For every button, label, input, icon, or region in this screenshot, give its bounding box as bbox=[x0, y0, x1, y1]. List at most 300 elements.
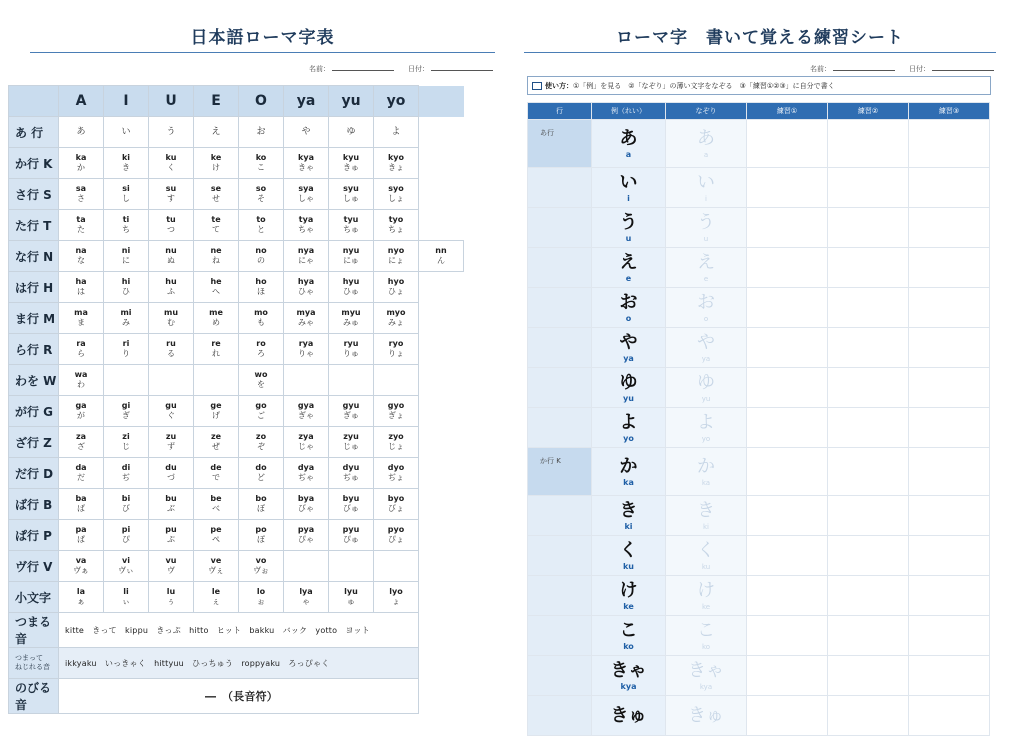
kana-text: ぅ bbox=[167, 597, 175, 606]
practice-write-cell[interactable] bbox=[909, 328, 990, 368]
trace-cell[interactable] bbox=[666, 616, 747, 656]
kana-cell bbox=[104, 179, 149, 210]
kana-cell bbox=[194, 210, 239, 241]
kana-cell bbox=[239, 303, 284, 334]
kana-cell bbox=[239, 582, 284, 613]
romaji-text: ho bbox=[255, 277, 267, 286]
example-cell bbox=[592, 328, 666, 368]
romaji-text: dya bbox=[297, 463, 315, 472]
romaji-text: tya bbox=[298, 215, 314, 224]
example-romaji: ke bbox=[623, 601, 634, 611]
table-row bbox=[9, 458, 464, 489]
trace-cell[interactable] bbox=[666, 536, 747, 576]
practice-row bbox=[528, 120, 990, 168]
kana-cell bbox=[329, 365, 374, 396]
romaji-text: rya bbox=[298, 339, 314, 348]
header-gap bbox=[419, 86, 464, 117]
practice-row bbox=[528, 496, 990, 536]
kana-cell bbox=[284, 334, 329, 365]
extra-kana-cell bbox=[419, 241, 464, 272]
practice-write-cell[interactable] bbox=[909, 288, 990, 328]
kana-cell bbox=[194, 241, 239, 272]
kana-cell bbox=[149, 582, 194, 613]
practice-write-cell[interactable] bbox=[828, 616, 909, 656]
practice-write-cell[interactable] bbox=[747, 576, 828, 616]
romaji-text: ta bbox=[76, 215, 86, 224]
kana-text: ちょ bbox=[388, 225, 404, 234]
romaji-text: ba bbox=[75, 494, 87, 503]
romaji-text: mya bbox=[296, 308, 316, 317]
row-label: た行 T bbox=[9, 210, 59, 241]
kana-cell bbox=[284, 396, 329, 427]
romaji-text: syo bbox=[388, 184, 404, 193]
kana-text: ぢゅ bbox=[343, 473, 359, 482]
column-header: I bbox=[104, 86, 149, 117]
table-row bbox=[9, 303, 464, 334]
row-gap bbox=[419, 117, 464, 148]
kana-text: ほ bbox=[257, 287, 265, 296]
romaji-text: te bbox=[211, 215, 221, 224]
row-label: な行 N bbox=[9, 241, 59, 272]
kana-text: ぁ bbox=[77, 597, 85, 606]
practice-write-cell[interactable] bbox=[747, 120, 828, 168]
practice-write-cell[interactable] bbox=[909, 248, 990, 288]
practice-write-cell[interactable] bbox=[828, 656, 909, 696]
practice-write-cell[interactable] bbox=[909, 576, 990, 616]
practice-write-cell[interactable] bbox=[747, 496, 828, 536]
romaji-text: ha bbox=[75, 277, 87, 286]
romaji-text: mu bbox=[163, 308, 179, 317]
kana-cell bbox=[329, 334, 374, 365]
practice-write-cell[interactable] bbox=[828, 408, 909, 448]
name-field[interactable] bbox=[332, 63, 394, 71]
kana-cell bbox=[239, 210, 284, 241]
romaji-text: nyu bbox=[342, 246, 360, 255]
practice-date-label: 日付： bbox=[909, 65, 930, 73]
kana-text: ふ bbox=[167, 287, 175, 296]
romaji-text: la bbox=[76, 587, 86, 596]
trace-kana: こ bbox=[697, 619, 715, 641]
trace-cell[interactable] bbox=[666, 408, 747, 448]
kana-text: げ bbox=[212, 411, 220, 420]
example-kana: き bbox=[619, 499, 638, 521]
kana-cell bbox=[149, 427, 194, 458]
row-label: だ行 D bbox=[9, 458, 59, 489]
practice-write-cell[interactable] bbox=[747, 656, 828, 696]
row-label: ざ行 Z bbox=[9, 427, 59, 458]
example-cell bbox=[592, 368, 666, 408]
kana-text: ぶ bbox=[167, 504, 175, 513]
kana-text: ぺ bbox=[212, 535, 220, 544]
trace-kana: か bbox=[697, 455, 715, 477]
kana-cell bbox=[59, 551, 104, 582]
long-label: のびる音 bbox=[9, 679, 59, 714]
row-gap bbox=[419, 210, 464, 241]
kana-cell bbox=[149, 520, 194, 551]
kana-text: ぉ bbox=[257, 597, 265, 606]
trace-cell[interactable] bbox=[666, 208, 747, 248]
row-label: ぱ行 P bbox=[9, 520, 59, 551]
row-label: ま行 M bbox=[9, 303, 59, 334]
kana-cell bbox=[104, 365, 149, 396]
kana-text: め bbox=[212, 318, 220, 327]
trace-romaji: e bbox=[703, 274, 709, 283]
group-cell bbox=[528, 288, 592, 328]
practice-write-cell[interactable] bbox=[909, 616, 990, 656]
romaji-text: byu bbox=[342, 494, 360, 503]
practice-write-cell[interactable] bbox=[747, 248, 828, 288]
romaji-text: sa bbox=[75, 184, 87, 193]
kana-cell bbox=[239, 117, 284, 148]
kana-text: ぢょ bbox=[388, 473, 404, 482]
practice-name-field[interactable] bbox=[833, 63, 895, 71]
trace-romaji: i bbox=[705, 194, 707, 203]
group-cell: か行 K bbox=[528, 448, 592, 496]
kana-text: ヴぇ bbox=[208, 566, 224, 575]
group-cell bbox=[528, 616, 592, 656]
romaji-text: vu bbox=[165, 556, 177, 565]
kana-text: ち bbox=[122, 225, 130, 234]
romaji-text: so bbox=[255, 184, 267, 193]
romaji-text: ze bbox=[210, 432, 222, 441]
kana-cell bbox=[149, 458, 194, 489]
example-kana: や bbox=[619, 331, 638, 353]
trace-cell[interactable] bbox=[666, 168, 747, 208]
kana-cell bbox=[284, 303, 329, 334]
kana-text: じゅ bbox=[343, 442, 359, 451]
practice-table bbox=[527, 102, 990, 736]
trace-kana: ゆ bbox=[697, 371, 715, 393]
kana-text: す bbox=[167, 194, 175, 203]
kana-cell bbox=[239, 334, 284, 365]
kana-text: く bbox=[167, 163, 175, 172]
romaji-text: no bbox=[255, 246, 267, 255]
practice-write-cell[interactable] bbox=[909, 368, 990, 408]
romaji-text: nn bbox=[435, 246, 447, 255]
practice-write-cell[interactable] bbox=[828, 248, 909, 288]
kana-cell bbox=[329, 272, 374, 303]
practice-write-cell[interactable] bbox=[828, 448, 909, 496]
table-row bbox=[9, 117, 464, 148]
kana-cell bbox=[149, 241, 194, 272]
kana-cell bbox=[284, 427, 329, 458]
romaji-text: zu bbox=[165, 432, 177, 441]
trace-cell[interactable] bbox=[666, 448, 747, 496]
example-kana: お bbox=[619, 291, 638, 313]
kana-text: ん bbox=[437, 256, 445, 265]
practice-write-cell[interactable] bbox=[909, 496, 990, 536]
table-row bbox=[9, 396, 464, 427]
trace-cell[interactable] bbox=[666, 576, 747, 616]
practice-column-header: 例（れい） bbox=[592, 103, 666, 120]
romaji-text: zyo bbox=[388, 432, 404, 441]
romaji-text: lu bbox=[166, 587, 176, 596]
example-romaji: kya bbox=[620, 681, 637, 691]
kana-cell bbox=[104, 551, 149, 582]
practice-write-cell[interactable] bbox=[747, 328, 828, 368]
kana-cell bbox=[194, 272, 239, 303]
kana-text: ひゃ bbox=[298, 287, 314, 296]
trace-cell[interactable] bbox=[666, 288, 747, 328]
row-gap bbox=[419, 489, 464, 520]
practice-write-cell[interactable] bbox=[828, 120, 909, 168]
kana-text: ね bbox=[212, 256, 220, 265]
trace-kana: きゃ bbox=[688, 659, 724, 681]
romaji-text: bo bbox=[255, 494, 267, 503]
kana-text: ぎゃ bbox=[298, 411, 314, 420]
practice-write-cell[interactable] bbox=[828, 536, 909, 576]
trace-cell[interactable] bbox=[666, 120, 747, 168]
kana-cell bbox=[59, 117, 104, 148]
group-cell bbox=[528, 328, 592, 368]
row-label: わを W bbox=[9, 365, 59, 396]
example-cell bbox=[592, 536, 666, 576]
romaji-text: pya bbox=[297, 525, 315, 534]
practice-write-cell[interactable] bbox=[747, 368, 828, 408]
kana-cell bbox=[59, 458, 104, 489]
kana-cell bbox=[104, 458, 149, 489]
contracted-label: つまって ねじれる音 bbox=[9, 648, 59, 679]
romaji-text: syu bbox=[343, 184, 359, 193]
example-cell bbox=[592, 576, 666, 616]
trace-cell[interactable] bbox=[666, 368, 747, 408]
table-row bbox=[9, 179, 464, 210]
table-row bbox=[9, 582, 464, 613]
kana-cell bbox=[329, 179, 374, 210]
romaji-text: vi bbox=[122, 556, 130, 565]
practice-write-cell[interactable] bbox=[747, 616, 828, 656]
practice-write-cell[interactable] bbox=[828, 576, 909, 616]
romaji-text: re bbox=[211, 339, 221, 348]
trace-romaji: u bbox=[703, 234, 709, 243]
practice-column-header: 練習② bbox=[828, 103, 909, 120]
romaji-text: nyo bbox=[387, 246, 405, 255]
romaji-text: lo bbox=[256, 587, 266, 596]
kana-text: ちゃ bbox=[298, 225, 314, 234]
trace-kana: お bbox=[697, 291, 715, 313]
example-cell bbox=[592, 120, 666, 168]
kana-text: で bbox=[212, 473, 220, 482]
romaji-text: pa bbox=[75, 525, 87, 534]
kana-cell bbox=[59, 520, 104, 551]
kana-cell bbox=[59, 427, 104, 458]
romaji-text: po bbox=[255, 525, 267, 534]
practice-write-cell[interactable] bbox=[828, 208, 909, 248]
practice-write-cell[interactable] bbox=[909, 208, 990, 248]
romaji-text: byo bbox=[387, 494, 405, 503]
romaji-text: zi bbox=[122, 432, 130, 441]
practice-write-cell[interactable] bbox=[828, 368, 909, 408]
practice-write-cell[interactable] bbox=[909, 120, 990, 168]
practice-write-cell[interactable] bbox=[909, 168, 990, 208]
kana-text: を bbox=[257, 380, 265, 389]
trace-kana: く bbox=[697, 539, 715, 561]
kana-cell bbox=[329, 148, 374, 179]
kana-text: り bbox=[122, 349, 130, 358]
long-examples: ― （長音符） bbox=[59, 679, 419, 714]
kana-cell bbox=[374, 303, 419, 334]
romaji-text: ro bbox=[256, 339, 266, 348]
romaji-text: bya bbox=[297, 494, 315, 503]
example-kana: きゃ bbox=[610, 659, 647, 681]
usage-text: ①「例」を見る ②「なぞり」の薄い文字をなぞる ③「練習①②③」に自分で書く bbox=[573, 82, 835, 90]
trace-romaji: kya bbox=[699, 682, 713, 691]
trace-romaji: yo bbox=[701, 434, 711, 443]
example-kana: く bbox=[619, 539, 638, 561]
romaji-text: ki bbox=[121, 153, 131, 162]
practice-write-cell[interactable] bbox=[828, 168, 909, 208]
kana-cell bbox=[149, 179, 194, 210]
trace-cell[interactable] bbox=[666, 656, 747, 696]
practice-write-cell[interactable] bbox=[909, 536, 990, 576]
table-row bbox=[9, 365, 464, 396]
trace-romaji: yu bbox=[701, 394, 711, 403]
column-header: E bbox=[194, 86, 239, 117]
kana-cell bbox=[284, 489, 329, 520]
kana-cell bbox=[374, 458, 419, 489]
romaji-text: hya bbox=[297, 277, 315, 286]
row-gap bbox=[419, 551, 464, 582]
kana-cell bbox=[239, 396, 284, 427]
row-gap bbox=[419, 427, 464, 458]
practice-write-cell[interactable] bbox=[747, 288, 828, 328]
practice-header-row bbox=[528, 103, 990, 120]
kana-text: び bbox=[122, 504, 130, 513]
romaji-text: hyo bbox=[387, 277, 405, 286]
kana-cell bbox=[329, 551, 374, 582]
practice-write-cell[interactable] bbox=[909, 448, 990, 496]
trace-cell[interactable] bbox=[666, 248, 747, 288]
kana-text: や bbox=[301, 127, 311, 137]
example-kana: こ bbox=[619, 619, 638, 641]
kana-cell bbox=[194, 365, 239, 396]
trace-cell[interactable] bbox=[666, 328, 747, 368]
date-field[interactable] bbox=[431, 63, 493, 71]
kana-cell bbox=[284, 241, 329, 272]
romaji-text: ga bbox=[75, 401, 87, 410]
kana-cell bbox=[104, 334, 149, 365]
kana-text: ば bbox=[77, 504, 85, 513]
romaji-text: pe bbox=[210, 525, 222, 534]
kana-cell bbox=[374, 365, 419, 396]
column-header: ya bbox=[284, 86, 329, 117]
kana-text: ひゅ bbox=[343, 287, 359, 296]
kana-text: みょ bbox=[388, 318, 404, 327]
table-row bbox=[9, 210, 464, 241]
romaji-text: ni bbox=[121, 246, 131, 255]
romaji-text: bu bbox=[165, 494, 177, 503]
practice-write-cell[interactable] bbox=[747, 208, 828, 248]
practice-sheet-panel bbox=[524, 0, 996, 726]
practice-row bbox=[528, 616, 990, 656]
kana-text: ぼ bbox=[257, 504, 265, 513]
book-icon bbox=[532, 82, 542, 90]
practice-date-field[interactable] bbox=[932, 63, 994, 71]
romaji-table bbox=[8, 85, 464, 714]
header-row bbox=[9, 86, 464, 117]
practice-column-header: 行 bbox=[528, 103, 592, 120]
trace-cell[interactable] bbox=[666, 496, 747, 536]
romaji-text: mo bbox=[254, 308, 268, 317]
row-label: ば行 B bbox=[9, 489, 59, 520]
practice-write-cell[interactable] bbox=[828, 496, 909, 536]
kana-text: ぃ bbox=[122, 597, 130, 606]
romaji-text: pyu bbox=[342, 525, 360, 534]
trace-kana: き bbox=[697, 499, 715, 521]
kana-cell bbox=[239, 365, 284, 396]
kana-text: か bbox=[77, 163, 85, 172]
romaji-text: mi bbox=[120, 308, 132, 317]
trace-romaji: a bbox=[703, 150, 709, 159]
title-underline bbox=[30, 52, 495, 53]
practice-row bbox=[528, 168, 990, 208]
kana-cell bbox=[239, 520, 284, 551]
example-kana: か bbox=[619, 455, 638, 477]
kana-text: ご bbox=[257, 411, 265, 420]
kana-text: ヴぉ bbox=[253, 566, 269, 575]
kana-text: る bbox=[167, 349, 175, 358]
kana-text: じょ bbox=[388, 442, 404, 451]
table-row bbox=[9, 272, 464, 303]
kana-text: ら bbox=[77, 349, 85, 358]
row-gap bbox=[419, 272, 464, 303]
romaji-text: ve bbox=[210, 556, 222, 565]
row-gap bbox=[419, 613, 464, 648]
practice-row bbox=[528, 536, 990, 576]
practice-row bbox=[528, 448, 990, 496]
kana-cell bbox=[104, 489, 149, 520]
trace-romaji: ku bbox=[701, 562, 711, 571]
practice-write-cell[interactable] bbox=[828, 288, 909, 328]
kana-cell bbox=[194, 148, 239, 179]
kana-cell bbox=[374, 179, 419, 210]
example-romaji: ka bbox=[623, 477, 634, 487]
row-gap bbox=[419, 334, 464, 365]
row-label: ヴ行 V bbox=[9, 551, 59, 582]
kana-text: ぴょ bbox=[388, 535, 404, 544]
practice-write-cell[interactable] bbox=[747, 408, 828, 448]
row-gap bbox=[419, 148, 464, 179]
example-kana: う bbox=[619, 211, 638, 233]
practice-write-cell[interactable] bbox=[828, 328, 909, 368]
sokuon-row bbox=[9, 613, 464, 648]
column-header: yu bbox=[329, 86, 374, 117]
practice-write-cell[interactable] bbox=[747, 448, 828, 496]
kana-cell bbox=[284, 272, 329, 303]
kana-text: ヴ bbox=[167, 566, 175, 575]
kana-text: にゅ bbox=[343, 256, 359, 265]
practice-write-cell[interactable] bbox=[747, 536, 828, 576]
kana-text: ぢ bbox=[122, 473, 130, 482]
kana-cell bbox=[374, 334, 419, 365]
romaji-text: di bbox=[121, 463, 131, 472]
kana-cell bbox=[104, 117, 149, 148]
practice-write-cell[interactable] bbox=[747, 168, 828, 208]
kana-text: みゃ bbox=[298, 318, 314, 327]
romaji-text: su bbox=[165, 184, 177, 193]
kana-text: だ bbox=[77, 473, 85, 482]
kana-text: りゃ bbox=[298, 349, 314, 358]
practice-write-cell[interactable] bbox=[909, 656, 990, 696]
romaji-text: na bbox=[75, 246, 87, 255]
row-gap bbox=[419, 458, 464, 489]
kana-cell bbox=[329, 582, 374, 613]
practice-write-cell[interactable] bbox=[909, 408, 990, 448]
kana-text: に bbox=[122, 256, 130, 265]
romaji-text: gi bbox=[121, 401, 131, 410]
example-romaji: ku bbox=[622, 561, 634, 571]
kana-text: ぴゃ bbox=[298, 535, 314, 544]
